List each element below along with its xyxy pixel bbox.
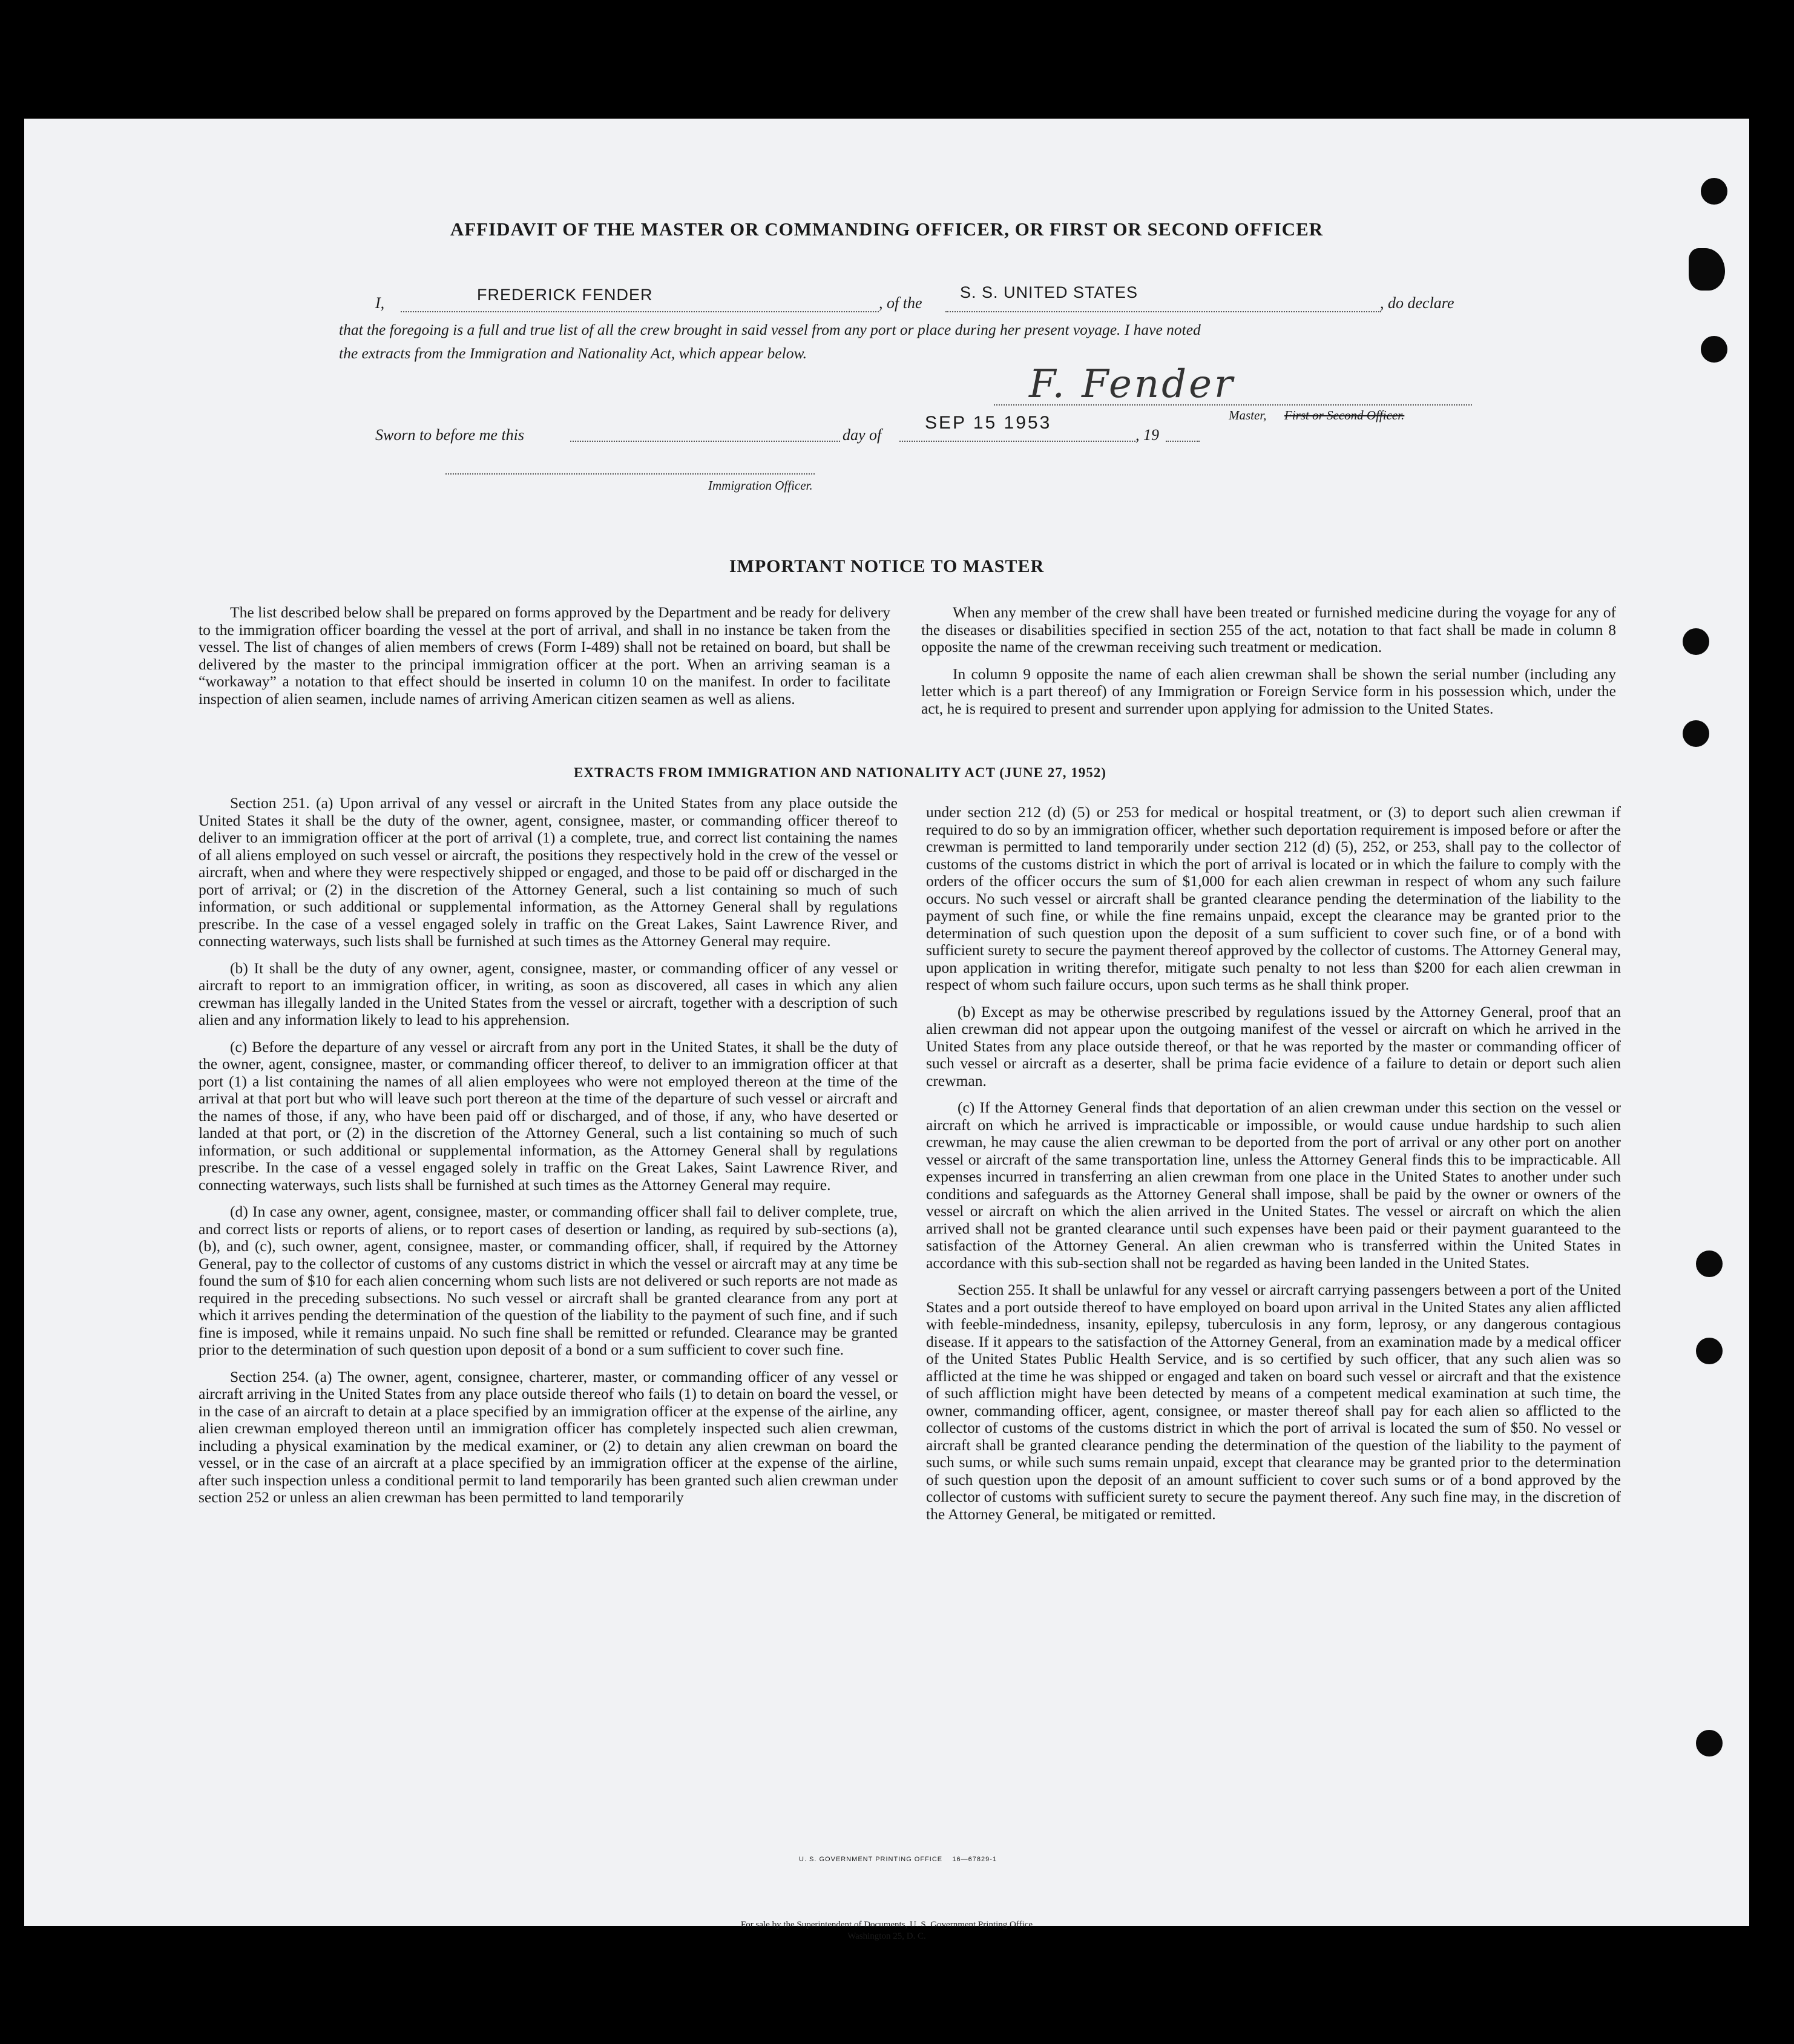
do-declare-label: , do declare [1380,294,1454,312]
notice-left-paragraph [199,604,890,717]
year-line [1166,441,1200,442]
section-251-c: (c) Before the departure of any vessel or aircraft from any port in the United States, it shall be the duty of the owner, agent, consignee, master, or commanding officer thereof, to deliver to an immigration officer at that port (1) a list containing the names of all alien employees who were not employed thereon at the time of the arrival at that port but who will leave such port thereon at the time of the departure of such vessel or aircraft and the names of those, if any, who have been paid off or discharged, and of those, if any, who have deserted or landed at that port, or (2) in the discretion of the Attorney General, such a list containing so much of such information, or such additional or supplemental information, as the Attorney General shall by regulations prescribe. In the case of a vessel engaged solely in traffic on the Great Lakes, Saint Lawrence River, and connecting waterways, such lists shall be furnished at such times as the Attorney General may require. [199,1037,898,1194]
section-251-b: (b) It shall be the duty of any owner, agent, consignee, master, or commanding officer of any vessel or aircraft to report to an immigration officer, in writing, as soon as discovered, all cases in which any alien crewman has illegally landed in the United States from the vessel or aircraft, together with a description of such alien and any information likely to lead to his apprehension. [199,959,898,1028]
notice-right-column [921,604,1616,727]
date-line [899,441,1135,442]
date-stamp: SEP 15 1953 [925,413,1052,433]
printing-office-imprint: U. S. GOVERNMENT PRINTING OFFICE 16—67829-1 [799,1856,997,1863]
declarant-name: FREDERICK FENDER [477,286,653,304]
affidavit-heading: AFFIDAVIT OF THE MASTER OR COMMANDING OFFICER, OR FIRST OR SECOND OFFICER [450,219,1324,240]
punch-hole [1683,628,1709,655]
punch-hole [1696,1250,1723,1277]
section-254-a-continued: under section 212 (d) (5) or 253 for medical or hospital treatment, or (3) to deport such alien crewman if required to do so by an immigration officer, whether such deportation requirement is imposed before or after the crewman is permitted to land temporarily under section 212 (d) (5), 252, or 253, shall pay to the collector of customs of the customs district in which the port of arrival is located or in which the failure to comply with the orders of the officer occurs the sum of $1,000 for each alien crewman in respect of whom any such failure occurs. No such vessel or aircraft shall be granted clearance pending the determination of the liability to the payment of such fine, or while the fine remains unpaid, except the clearance may be granted prior to the determination of such question upon the deposit of a sum sufficient to cover such fine, or of a bond with sufficient surety to secure the payment thereof approved by the collector of customs. The Attorney General may, upon application in writing therefor, mitigate such penalty to not less than $200 for each alien crewman in respect of whom such failure occurs, upon such terms as he shall think proper. [926,803,1621,993]
i-label: I, [375,294,385,312]
punch-hole [1701,336,1727,363]
section-251-a: Section 251. (a) Upon arrival of any vessel or aircraft in the United States from any place outside the United States it shall be the duty of the owner, agent, consignee, master, or commanding officer thereof to deliver to an immigration officer at the port of arrival (1) a complete, true, and correct list containing the names of all aliens employed on such vessel or aircraft, the positions they respectively hold in the crew of the vessel or aircraft, when and where they were respectively shipped or engaged, and those to be paid off or discharged in the port of arrival; or (2) in the discretion of the Attorney General, such a list containing so much of such information, or such additional or supplemental information, as the Attorney General shall by regulations prescribe. In the case of a vessel engaged solely in traffic on the Great Lakes, Saint Lawrence River, and connecting waterways, such lists shall be furnished at such times as the Attorney General may require. [199,794,898,950]
statement-line-2: the extracts from the Immigration and Nationality Act, which appear below. [339,344,807,362]
sale-line-1: For sale by the Superintendent of Documents, U. S. Government Printing Office [740,1920,1033,1930]
day-of-label: day of [843,426,882,444]
vessel-name: S. S. UNITED STATES [960,283,1138,301]
immigration-officer-line [445,473,815,475]
notice-left-text: The list described below shall be prepared on forms approved by the Department and be ready for delivery to the immigration officer boarding the vessel at the port of arrival, and shall in no instance be taken from the vessel. The list of changes of alien members of crews (Form I-489) shall not be retained on board, but shall be delivered by the master to the principal immigration officer at the port. When an arriving seaman is a “workaway” a notation to that effect should be inserted in column 10 on the manifest. In order to facilitate inspection of alien seamen, include names of arriving American citizen seamen as well as aliens. [199,603,890,708]
statement-line-1: that the foregoing is a full and true list of all the crew brought in said vessel from any port or place during her present voyage. I have noted [339,321,1201,338]
extracts-heading: EXTRACTS FROM IMMIGRATION AND NATIONALITY ACT (JUNE 27, 1952) [574,765,1106,780]
sworn-label: Sworn to before me this [375,426,525,444]
section-251-d: (d) In case any owner, agent, consignee, master, or commanding officer shall fail to deliver complete, true, and correct lists or reports of aliens, or to report cases of desertion or landing, as required by sub-sections (a), (b), and (c), such owner, agent, consignee, master, or commanding officer, shall, if required by the Attorney General, pay to the collector of customs of any customs district in which the vessel or aircraft may at any time be found the sum of $10 for each alien concerning whom such lists are not delivered or such reports are not made as required in the preceding subsections. No such vessel or aircraft shall be granted clearance from any port at which it arrives pending the determination of the question of the liability to the payment of such fine, and if such fine is imposed, while it remains unpaid. No such fine shall be remitted or refunded. Clearance may be granted prior to the determination of such question upon deposit of a bond or a sum sufficient to cover such fine. [199,1203,898,1358]
name-line [401,311,879,312]
extracts-left-column [199,795,898,1516]
sale-line-2: Washington 25, D. C. [847,1931,926,1941]
section-254-b: (b) Except as may be otherwise prescribed by regulations issued by the Attorney General, proof that an alien crewman did not appear upon the outgoing manifest of the vessel or aircraft on which he arrived in the United States from any place outside thereof, or that he was reported by the master or commanding officer of such vessel or aircraft as a deserter, shall be prima facie evidence of a failure to detain or deport such alien crewman. [926,1002,1621,1089]
section-254-c: (c) If the Attorney General finds that deportation of an alien crewman under this section on the vessel or aircraft on which he arrived is impracticable or impossible, or would cause undue hardship to such alien crewman, he may cause the alien crewman to be deported from the port of arrival or any other port on another vessel or aircraft of the same transportation line, unless the Attorney General finds this to be impracticable. All expenses incurred in transferring an alien crewman from one place in the United States to another under such conditions and safeguards as the Attorney General shall impose, shall be paid by the owner or owners of the vessel or aircraft on which the alien arrived in the United States. The vessel or aircraft on which the alien arrived shall not be granted clearance until such expenses have been paid or their payment guaranteed to the satisfaction of the Attorney General. An alien crewman who is transferred within the United States in accordance with this sub-section shall not be regarded as having been landed in the United States. [926,1099,1621,1272]
punch-hole [1696,1730,1723,1756]
notice-right-text-1: When any member of the crew shall have been treated or furnished medicine during the voyage for any of the diseases or disabilities specified in section 255 of the act, notation to that fact shall be made in column 8 opposite the name of the crewman receiving such treatment or medication. [921,603,1616,656]
signature-line [994,404,1472,406]
signature: F. Fender [1029,362,1235,407]
master-label: Master, [1229,408,1267,422]
of-the-label: , of the [879,294,922,312]
year-label: , 19 [1135,426,1159,444]
punch-hole [1696,1338,1723,1364]
immigration-officer-label: Immigration Officer. [708,478,813,493]
punch-hole [1701,178,1727,205]
vessel-line [945,311,1381,312]
punch-hole [1683,720,1709,747]
notice-right-text-2: In column 9 opposite the name of each alien crewman shall be shown the serial number (including any letter which is a part thereof) of any Immigration or Foreign Service form in his possession which, under the act, he is required to present and surrender upon applying for admission to the United States. [921,665,1616,717]
section-255: Section 255. It shall be unlawful for any vessel or aircraft carrying passengers between a port of the United States and a port outside thereof to have employed on board upon arrival in the United States any alien afflicted with feeble-mindedness, insanity, epilepsy, tuberculosis in any form, leprosy, or any dangerous contagious disease. If it appears to the satisfaction of the Attorney General, from an examination made by a medical officer of the United States Public Health Service, and is so certified by such officer, that any such alien was so afflicted at the time he was shipped or engaged and taken on board such vessel or aircraft and that the existence of such affliction might have been detected by means of a competent medical examination at such time, the owner, commanding officer, agent, consignee, or master thereof shall pay for each alien so afflicted to the collector of customs of the customs district in which the port of arrival is located the sum of $50. No vessel or aircraft shall be granted clearance pending the determination of the question of the liability to the payment of such sums, or while such sums remain unpaid, except that clearance may be granted prior to the determination of such question upon the deposit of an amount sufficient to cover such sums or of a bond approved by the collector of customs with sufficient surety to secure the payment thereof. Any such fine may, in the discretion of the Attorney General, be mitigated or remitted. [926,1281,1621,1523]
section-254-a: Section 254. (a) The owner, agent, consignee, charterer, master, or commanding officer of any vessel or aircraft arriving in the United States from any place outside thereof who fails (1) to detain on board the vessel, or in the case of an aircraft to detain at a place specified by an immigration officer at the expense of the airline, any alien crewman employed thereon until an immigration officer has completely inspected such alien crewman, including a physical examination by the medical examiner, or (2) to detain any alien crewman on board the vessel, or in the case of an aircraft at a place specified by an immigration officer at the expense of the airline, after such inspection unless a conditional permit to land temporarily has been granted such alien crewman under section 252 or unless an alien crewman has been permitted to land temporarily [199,1367,898,1506]
extracts-right-column [926,804,1621,1533]
notice-heading: IMPORTANT NOTICE TO MASTER [729,556,1045,576]
struck-officer-label: First or Second Officer. [1284,408,1405,422]
sworn-day-line [570,441,840,442]
document-page [24,119,1749,1941]
